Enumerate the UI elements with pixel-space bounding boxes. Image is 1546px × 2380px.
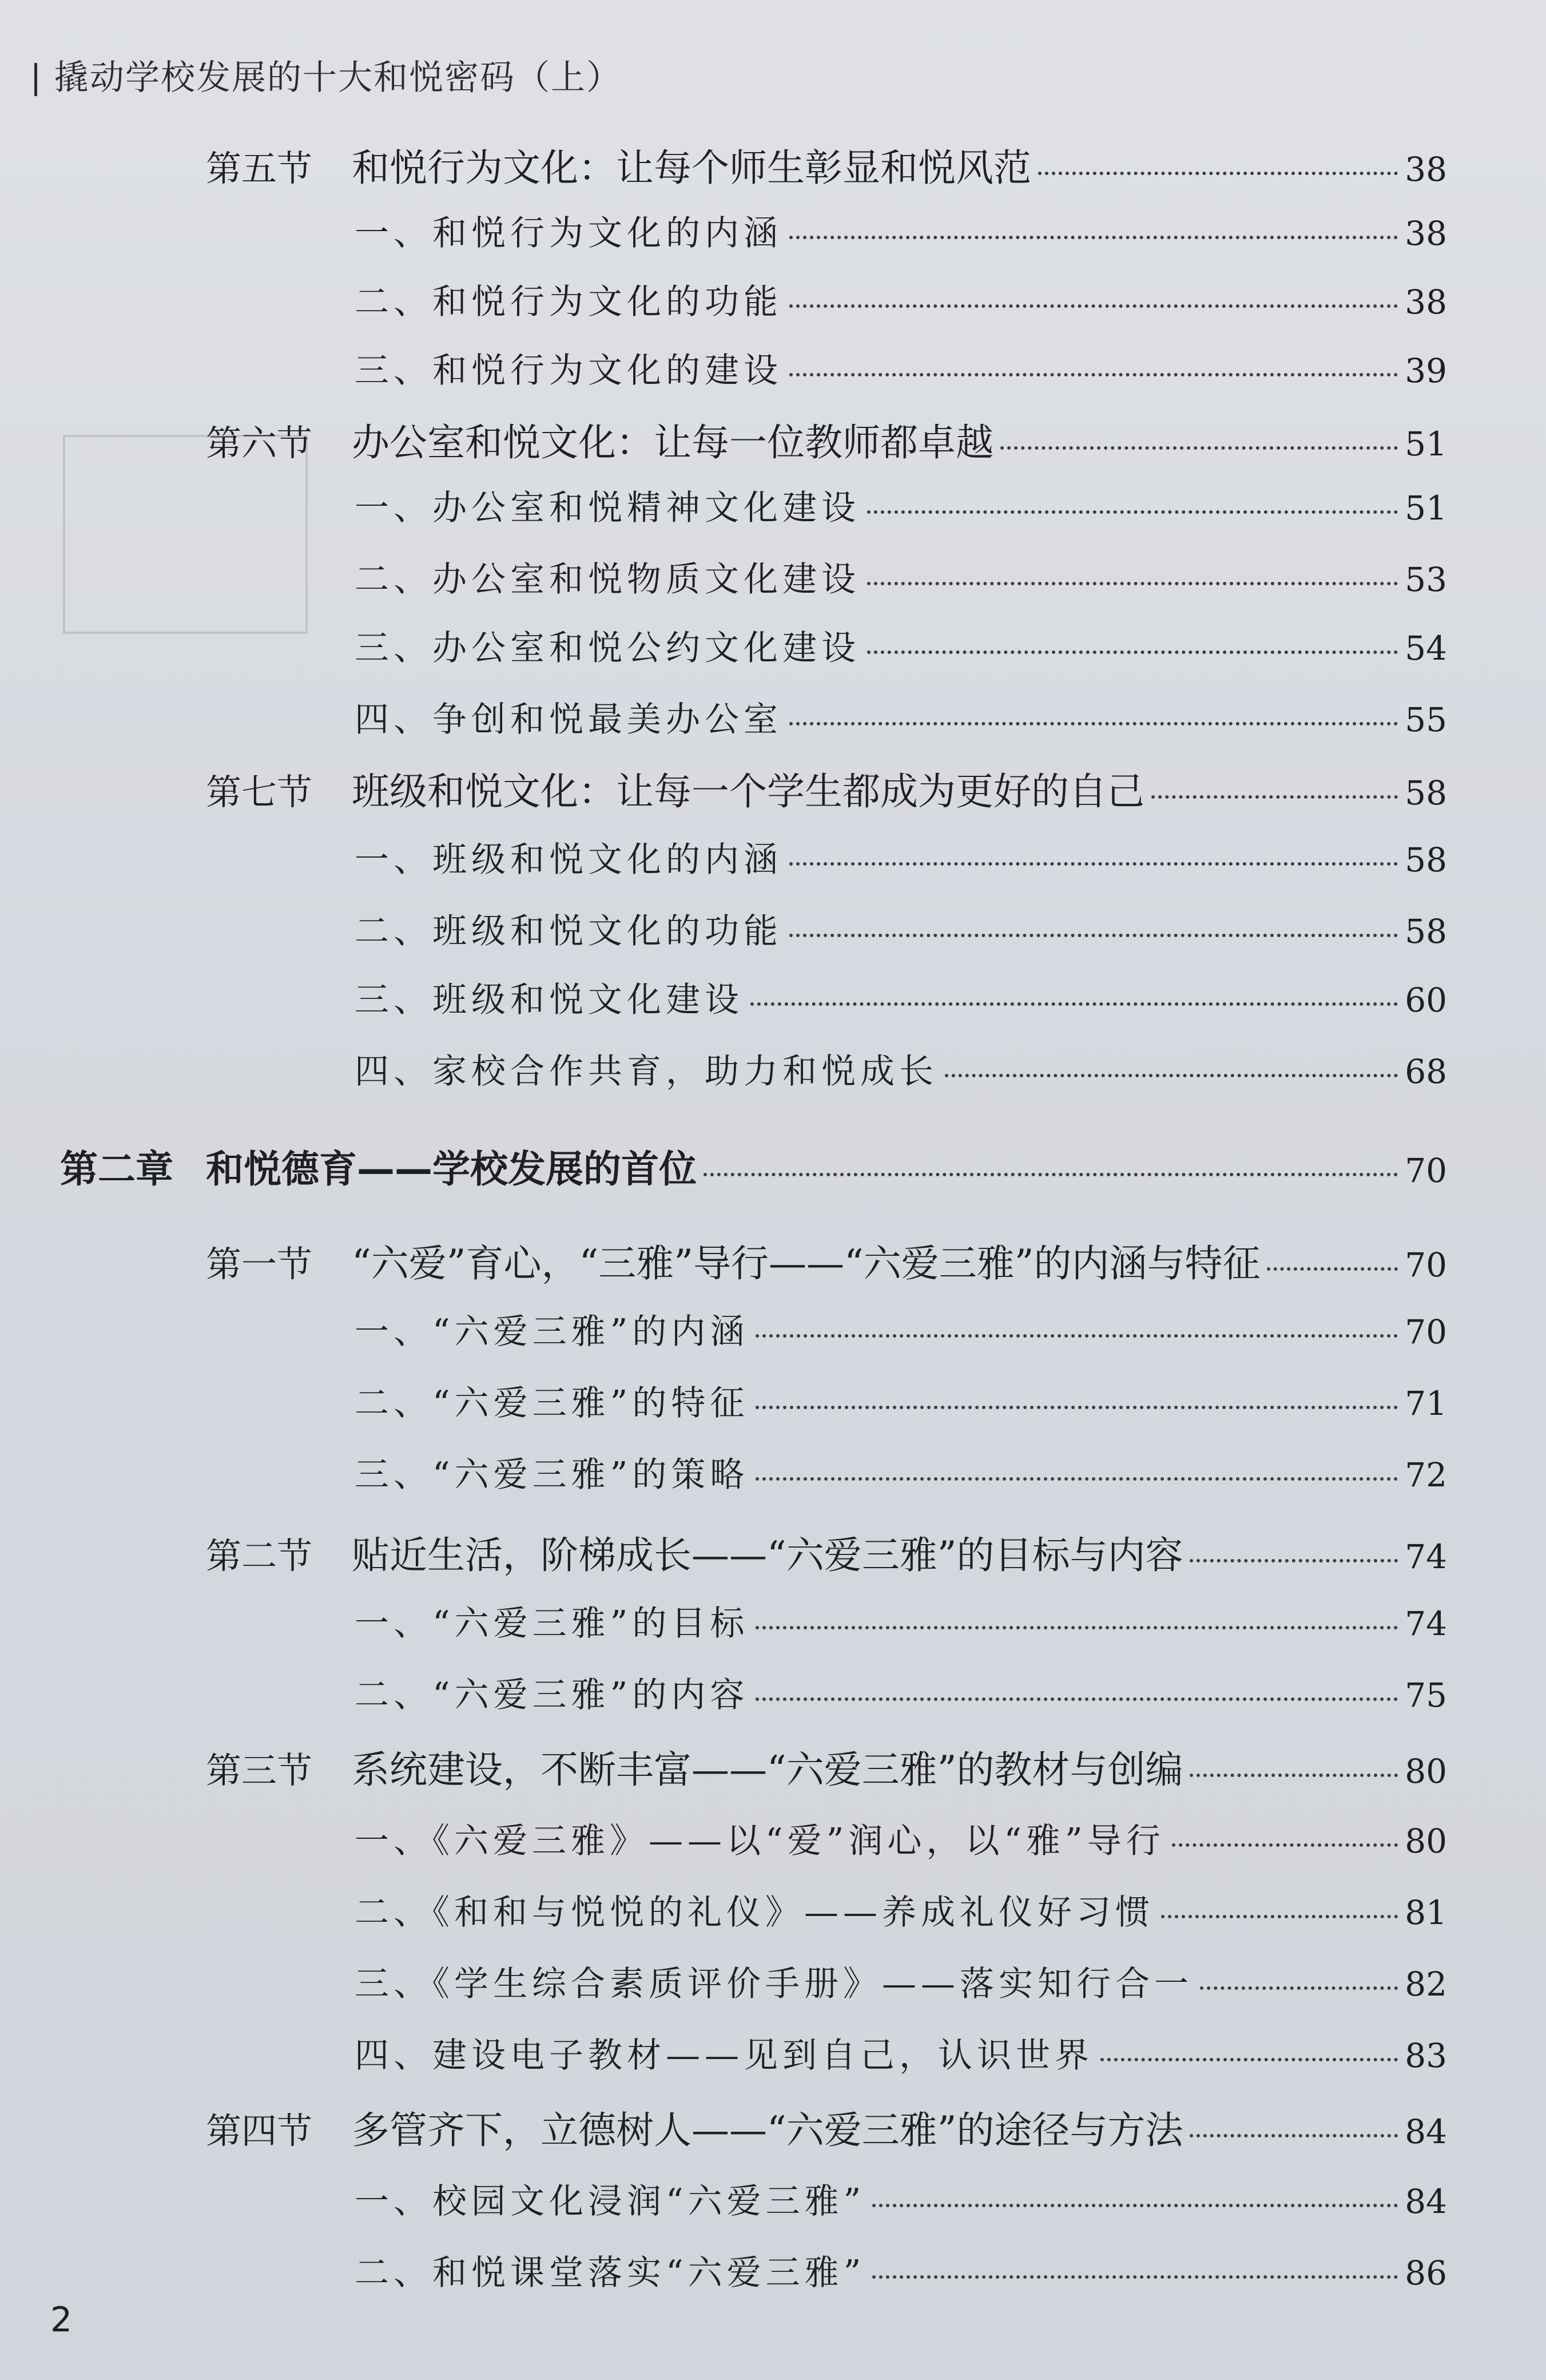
toc-title: 一、和悦行为文化的内涵: [355, 213, 782, 253]
dot-leader: [789, 862, 1398, 866]
toc-page-number: 68: [1405, 1052, 1447, 1091]
toc-page-number: 70: [1405, 1151, 1447, 1190]
toc-subsection-row: [355, 904, 1447, 955]
dot-leader: [1190, 1774, 1398, 1777]
toc-page-number: 80: [1405, 1822, 1447, 1861]
toc-section-row: [206, 761, 1447, 812]
toc-subsection-row: [355, 1668, 1447, 1719]
toc-title: 多管齐下，立德树人——“六爱三雅”的途径与方法: [352, 2108, 1183, 2152]
toc-subsection-row: [355, 973, 1447, 1024]
toc-label: 第四节: [206, 2110, 313, 2152]
toc-chapter-row: [60, 1139, 1447, 1190]
toc-page-number: 74: [1405, 1604, 1447, 1643]
toc-page-number: 51: [1405, 489, 1447, 527]
dot-leader: [1172, 1843, 1398, 1847]
toc-subsection-row: [355, 1304, 1447, 1356]
toc-title: 二、“六爱三雅”的特征: [355, 1383, 749, 1423]
toc-subsection-row: [355, 552, 1447, 604]
toc-section-row: [206, 1233, 1447, 1284]
toc-page-number: 70: [1405, 1245, 1447, 1284]
toc-page-number: 38: [1405, 214, 1447, 253]
toc-section-row: [206, 1525, 1447, 1576]
toc-title: 四、家校合作共育，助力和悦成长: [355, 1052, 938, 1092]
toc-page-number: 38: [1405, 283, 1447, 322]
toc-subsection-row: [355, 2246, 1447, 2297]
dot-leader: [756, 1477, 1398, 1481]
toc-page-number: 53: [1405, 560, 1447, 599]
toc-page-number: 54: [1405, 629, 1447, 668]
toc-title: 和悦德育——学校发展的首位: [206, 1147, 697, 1191]
toc-page-number: 58: [1405, 912, 1447, 951]
toc-title: 一、“六爱三雅”的目标: [355, 1604, 749, 1644]
dot-leader: [945, 1074, 1398, 1077]
dot-leader: [1190, 2134, 1398, 2137]
dot-leader: [872, 2204, 1398, 2207]
toc-section-row: [206, 1739, 1447, 1791]
toc-page-number: 82: [1405, 1965, 1447, 2004]
toc-page-number: 74: [1405, 1537, 1447, 1576]
toc-subsection-row: [355, 832, 1447, 884]
toc-subsection-row: [355, 621, 1447, 672]
dot-leader: [756, 1626, 1398, 1629]
dot-leader: [872, 2275, 1398, 2279]
toc-page-number: 70: [1405, 1312, 1447, 1351]
dot-leader: [789, 373, 1398, 376]
toc-subsection-row: [355, 343, 1447, 395]
dot-leader: [1000, 446, 1398, 450]
dot-leader: [1161, 1915, 1398, 1918]
toc-title: 三、和悦行为文化的建设: [355, 351, 782, 391]
dot-leader: [867, 650, 1398, 654]
dot-leader: [867, 510, 1398, 514]
toc-title: 二、《和和与悦悦的礼仪》——养成礼仪好习惯: [355, 1893, 1154, 1933]
dot-leader: [789, 934, 1398, 937]
dot-leader: [756, 1334, 1398, 1338]
toc-title: 二、办公室和悦物质文化建设: [355, 560, 860, 600]
toc-title: 三、“六爱三雅”的策略: [355, 1455, 749, 1495]
toc-title: 系统建设，不断丰富——“六爱三雅”的教材与创编: [352, 1748, 1183, 1792]
toc-title: 办公室和悦文化：让每一位教师都卓越: [352, 421, 993, 465]
toc-title: 一、“六爱三雅”的内涵: [355, 1312, 749, 1352]
toc-subsection-row: [355, 692, 1447, 744]
toc-page-number: 84: [1405, 2182, 1447, 2221]
toc-subsection-row: [355, 1957, 1447, 2008]
dot-leader: [1038, 172, 1398, 175]
toc-page-number: 84: [1405, 2112, 1447, 2151]
toc-title: 三、办公室和悦公约文化建设: [355, 628, 860, 668]
dot-leader: [867, 582, 1398, 585]
toc-page-number: 38: [1405, 150, 1447, 189]
toc-label: 第七节: [206, 771, 313, 813]
toc-page-number: 83: [1405, 2036, 1447, 2075]
dot-leader: [1190, 1559, 1398, 1562]
dot-leader: [704, 1173, 1398, 1176]
toc-label: 第二章: [60, 1147, 173, 1191]
toc-page-number: 51: [1405, 425, 1447, 463]
toc-title: 二、和悦行为文化的功能: [355, 282, 782, 322]
toc-subsection-row: [355, 1596, 1447, 1648]
toc-page-number: 39: [1405, 351, 1447, 390]
toc-subsection-row: [355, 2174, 1447, 2226]
toc-title: 班级和悦文化：让每一个学生都成为更好的自己: [352, 769, 1144, 814]
toc-title: 二、班级和悦文化的功能: [355, 911, 782, 951]
toc-section-row: [206, 2100, 1447, 2151]
running-head-title: 撬动学校发展的十大和悦密码（上）: [54, 58, 622, 98]
toc-label: 第五节: [206, 148, 313, 189]
toc-subsection-row: [355, 1885, 1447, 1937]
dot-leader: [1151, 795, 1398, 799]
running-head: [34, 50, 622, 100]
toc-title: 二、和悦课堂落实“六爱三雅”: [355, 2253, 866, 2293]
toc-label: 第六节: [206, 422, 313, 464]
toc-page-number: 80: [1405, 1752, 1447, 1791]
toc-subsection-row: [355, 1814, 1447, 1865]
toc-subsection-row: [355, 481, 1447, 532]
toc-page-number: 75: [1405, 1676, 1447, 1715]
toc-title: 四、争创和悦最美办公室: [355, 700, 782, 740]
toc-subsection-row: [355, 275, 1447, 326]
dot-leader: [756, 1697, 1398, 1701]
toc-title: 二、“六爱三雅”的内容: [355, 1675, 749, 1715]
running-head-rule: [34, 63, 37, 96]
toc-subsection-row: [355, 1447, 1447, 1499]
dot-leader: [789, 722, 1398, 725]
toc-title: 一、《六爱三雅》——以“爱”润心，以“雅”导行: [355, 1821, 1165, 1861]
toc-section-row: [206, 412, 1447, 463]
toc-title: 四、建设电子教材——见到自己，认识世界: [355, 2036, 1094, 2076]
toc-title: 一、办公室和悦精神文化建设: [355, 488, 860, 528]
toc-title: 三、班级和悦文化建设: [355, 980, 744, 1020]
toc-title: 一、班级和悦文化的内涵: [355, 840, 782, 880]
toc-title: 三、《学生综合素质评价手册》——落实知行合一: [355, 1964, 1193, 2004]
toc-subsection-row: [355, 1044, 1447, 1096]
page-number: 2: [50, 2300, 73, 2340]
toc-page-number: 81: [1405, 1893, 1447, 1932]
toc-subsection-row: [355, 1376, 1447, 1427]
toc-title: 一、校园文化浸润“六爱三雅”: [355, 2181, 866, 2222]
toc-page-number: 55: [1405, 700, 1447, 739]
dot-leader: [789, 304, 1398, 308]
toc-title: 和悦行为文化：让每个师生彰显和悦风范: [352, 146, 1031, 190]
toc-page-number: 58: [1405, 774, 1447, 812]
toc-label: 第三节: [206, 1750, 313, 1791]
toc-title: 贴近生活，阶梯成长——“六爱三雅”的目标与内容: [352, 1533, 1183, 1577]
dot-leader: [1267, 1267, 1398, 1271]
dot-leader: [750, 1002, 1398, 1006]
dot-leader: [1200, 1986, 1398, 1990]
toc-title: “六爱”育心，“三雅”导行——“六爱三雅”的内涵与特征: [352, 1241, 1261, 1286]
toc-page-number: 86: [1405, 2254, 1447, 2292]
dot-leader: [756, 1406, 1398, 1409]
toc-page-number: 58: [1405, 840, 1447, 879]
toc-section-row: [206, 137, 1447, 189]
toc-page-number: 72: [1405, 1455, 1447, 1494]
toc-subsection-row: [355, 206, 1447, 257]
dot-leader: [789, 236, 1398, 239]
toc-label: 第一节: [206, 1243, 313, 1285]
toc-label: 第二节: [206, 1535, 313, 1577]
dot-leader: [1100, 2058, 1398, 2061]
toc-subsection-row: [355, 2028, 1447, 2080]
toc-page-number: 60: [1405, 981, 1447, 1020]
toc-page-number: 71: [1405, 1384, 1447, 1423]
